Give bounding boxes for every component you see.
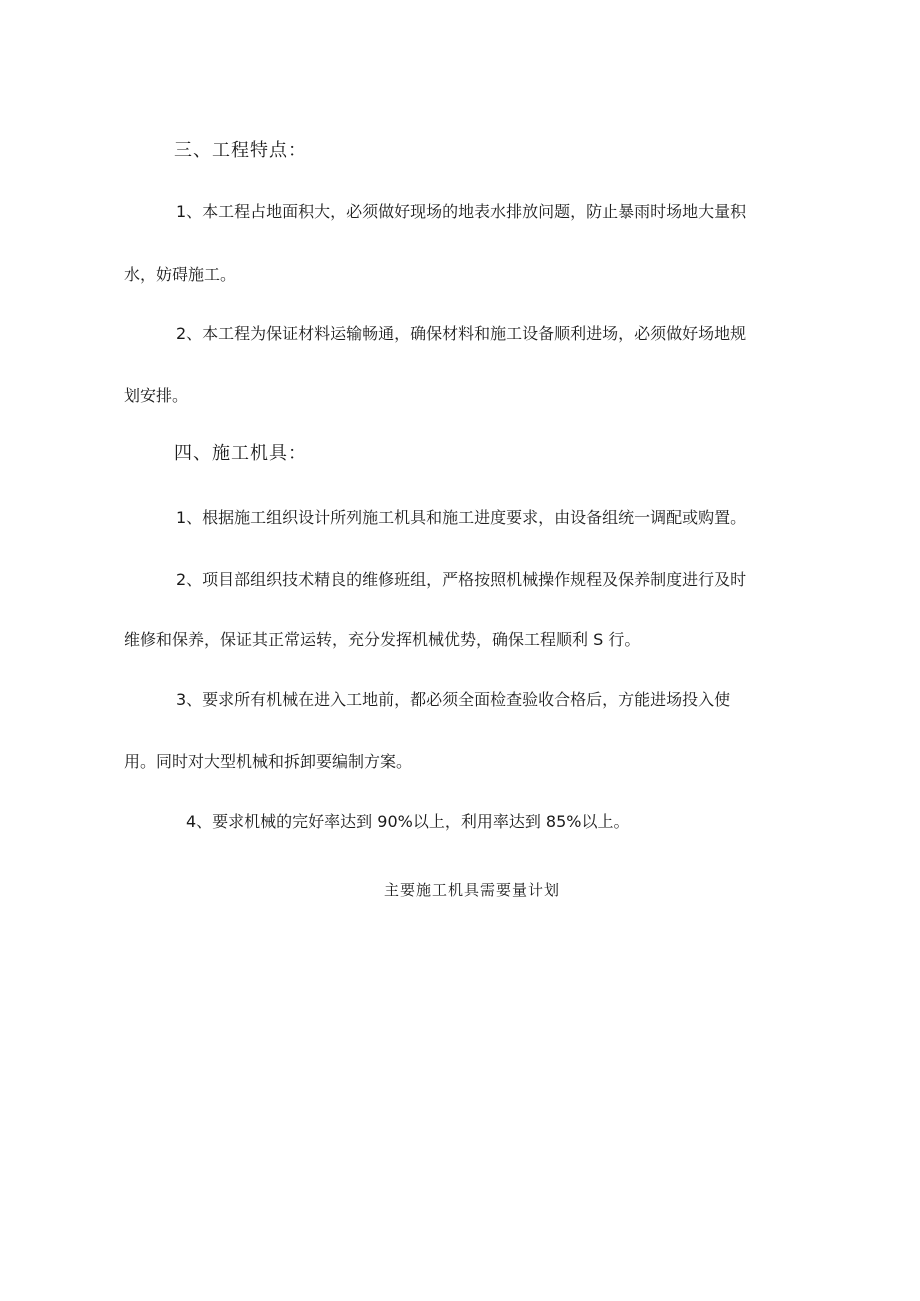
section-4-item-3-line-2: 用。同时对大型机械和拆卸要编制方案。 [124,752,413,771]
section-3-item-2-line-1: 2、本工程为保证材料运输畅通，确保材料和施工设备顺利进场，必须做好场地规 [176,324,747,343]
section-3-item-1-line-1: 1、本工程占地面积大，必须做好现场的地表水排放问题，防止暴雨时场地大量积 [176,202,747,221]
section-3-item-1-line-2: 水，妨碍施工。 [124,265,237,284]
section-3-item-2-line-2: 划安排。 [124,386,189,405]
section-4-item-2-line-2: 维修和保养，保证其正常运转，充分发挥机械优势，确保工程顺利 S 行。 [124,630,641,649]
table-caption: 主要施工机具需要量计划 [384,881,561,899]
section-4-item-2-line-1: 2、项目部组织技术精良的维修班组，严格按照机械操作规程及保养制度进行及时 [176,570,747,589]
section-4-item-3-line-1: 3、要求所有机械在进入工地前，都必须全面检查验收合格后，方能进场投入使 [176,690,731,709]
section-3-heading: 三、工程特点： [174,140,307,161]
section-4-heading: 四、施工机具： [174,443,307,464]
section-4-item-4-line-1: 4、要求机械的完好率达到 90%以上，利用率达到 85%以上。 [186,812,630,831]
section-4-item-1-line-1: 1、根据施工组织设计所列施工机具和施工进度要求，由设备组统一调配或购置。 [176,508,747,527]
